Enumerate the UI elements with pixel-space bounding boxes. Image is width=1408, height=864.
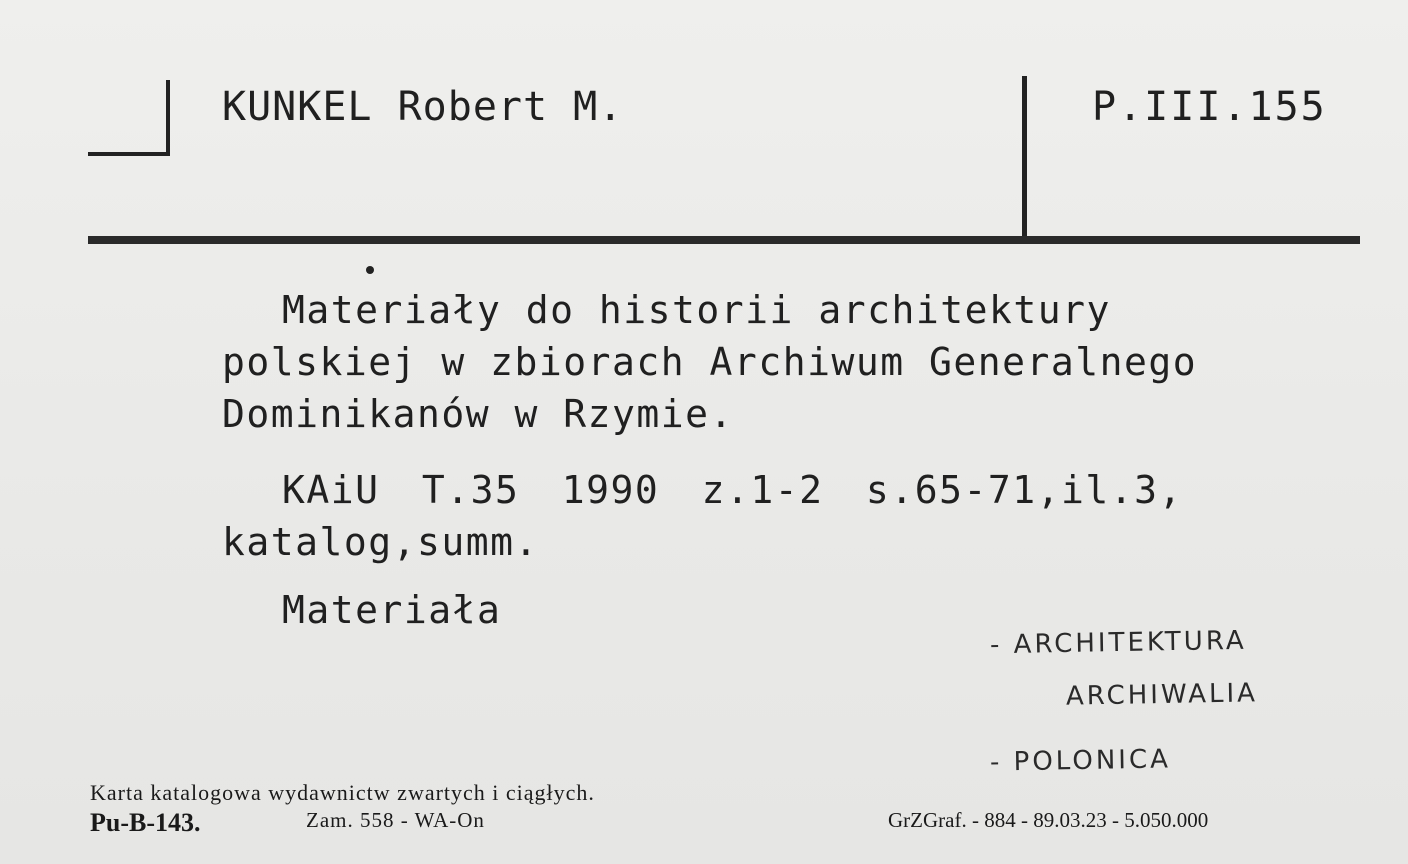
author-heading: KUNKEL Robert M. xyxy=(222,84,624,130)
bracket-mark-vertical xyxy=(166,80,170,156)
title-line: polskiej w zbiorach Archiwum Generalnego xyxy=(222,340,1198,384)
order-number: Zam. 558 - WA-On xyxy=(306,808,485,832)
subject-note: - POLONICA xyxy=(989,744,1172,778)
subject-note: ARCHIWALIA xyxy=(1065,678,1259,712)
bracket-mark xyxy=(88,152,168,156)
title-line: Dominikanów w Rzymie. xyxy=(222,392,734,436)
shelfmark: P.III.155 xyxy=(1092,84,1327,130)
heading-divider xyxy=(1022,76,1027,240)
printer-imprint: GrZGraf. - 884 - 89.03.23 - 5.050.000 xyxy=(888,808,1209,832)
ink-dot xyxy=(366,266,374,274)
form-title: Karta katalogowa wydawnictw zwartych i ciągłych. xyxy=(90,780,595,805)
source-line: KAiU T.35 1990 z.1-2 s.65-71,il.3, xyxy=(282,468,1183,512)
source-line: katalog,summ. xyxy=(222,520,539,564)
form-code: Pu-B-143. xyxy=(90,808,201,837)
title-line: Materiały do historii architektury xyxy=(282,288,1111,332)
filing-word: Materiała xyxy=(282,588,502,632)
heading-rule xyxy=(88,236,1360,244)
subject-note: - ARCHITEKTURA xyxy=(989,625,1247,661)
